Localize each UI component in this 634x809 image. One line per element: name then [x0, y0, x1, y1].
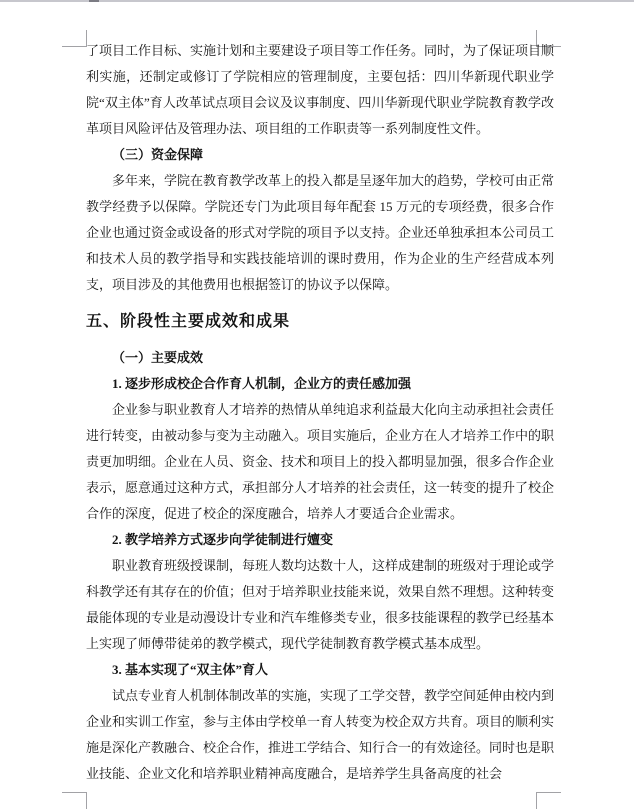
- subsection-heading-funding-guarantee: （三）资金保障: [112, 147, 204, 162]
- crop-mark-bottom-left: [62, 792, 87, 809]
- chapter-heading-phase-achievements: 五、阶段性主要成效和成果: [86, 313, 291, 330]
- paragraph-apprenticeship-details: 职业教育班级授课制，每班人数均达数十人，这样成建制的班级对于理论或学科教学还有其存在的价值；但对于培养职业技能来说，效果自然不理想。这种转变最能体现的专业是动漫设计专业和汽车维修类专业，很多技能课程的教学已经基本上实现了师傅带徒弟的教学模式，现代学徒制教育教学模式基本成型。: [86, 558, 555, 651]
- numbered-heading-3-dual-subject-education: 3. 基本实现了“双主体”育人: [112, 662, 269, 677]
- paragraph-continued-from-previous-page: 了项目工作目标、实施计划和主要建设子项目等工作任务。同时，为了保证项目顺利实施，还制定或修订了学院相应的管理制度，主要包括：四川华新现代职业学院“双主体”育人改革试点项目会议及议事制度、四川华新现代职业学院教育教学改革项目风险评估及管理办法、项目组的工作职责等一系列制度性文件。: [86, 43, 555, 136]
- crop-mark-bottom-right: [536, 792, 561, 809]
- document-body: [86, 38, 554, 787]
- paragraph-funding-details: 多年来，学院在教育教学改革上的投入都是呈逐年加大的趋势，学校可由正常教学经费予以保障。学院还专门为此项目每年配套 15 万元的专项经费，很多合作企业也通过资金或设备的形式对学院的项目予以支持。企业还单独承担本公司员工和技术人员的教学指导和实践技能培训的课时费用，作为企业的生产经营成本列支，项目涉及的其他费用也根据签订的协议予以保障。: [86, 173, 555, 292]
- subsection-heading-main-results: （一）主要成效: [112, 350, 204, 365]
- top-border-line: [0, 0, 634, 2]
- top-border-segment: [89, 0, 99, 2]
- crop-mark-top-left: [62, 30, 87, 47]
- paragraph-enterprise-responsibility: 企业参与职业教育人才培养的热情从单纯追求利益最大化向主动承担社会责任进行转变，由被动参与变为主动融入。项目实施后，企业方在人才培养工作中的职责更加明细。企业在人员、资金、技术和项目上的投入都明显加强，很多合作企业表示，愿意通过这种方式，承担部分人才培养的社会责任，这一转变的提升了校企合作的深度，促进了校企的深度融合，培养人才要适合企业需求。: [86, 402, 555, 521]
- paragraph-dual-subject-details: 试点专业育人机制体制改革的实施，实现了工学交替，教学空间延伸由校内到企业和实训工作室，参与主体由学校单一育人转变为校企双方共育。项目的顺利实施是深化产教融合、校企合作，推进工学结合、知行合一的有效途径。同时也是职业技能、企业文化和培养职业精神高度融合，是培养学生具备高度的社会: [86, 688, 555, 781]
- numbered-heading-2-apprenticeship-shift: 2. 教学培养方式逐步向学徒制进行嬗变: [112, 532, 334, 547]
- numbered-heading-1-cooperation-mechanism: 1. 逐步形成校企合作育人机制，企业方的责任感加强: [112, 376, 412, 391]
